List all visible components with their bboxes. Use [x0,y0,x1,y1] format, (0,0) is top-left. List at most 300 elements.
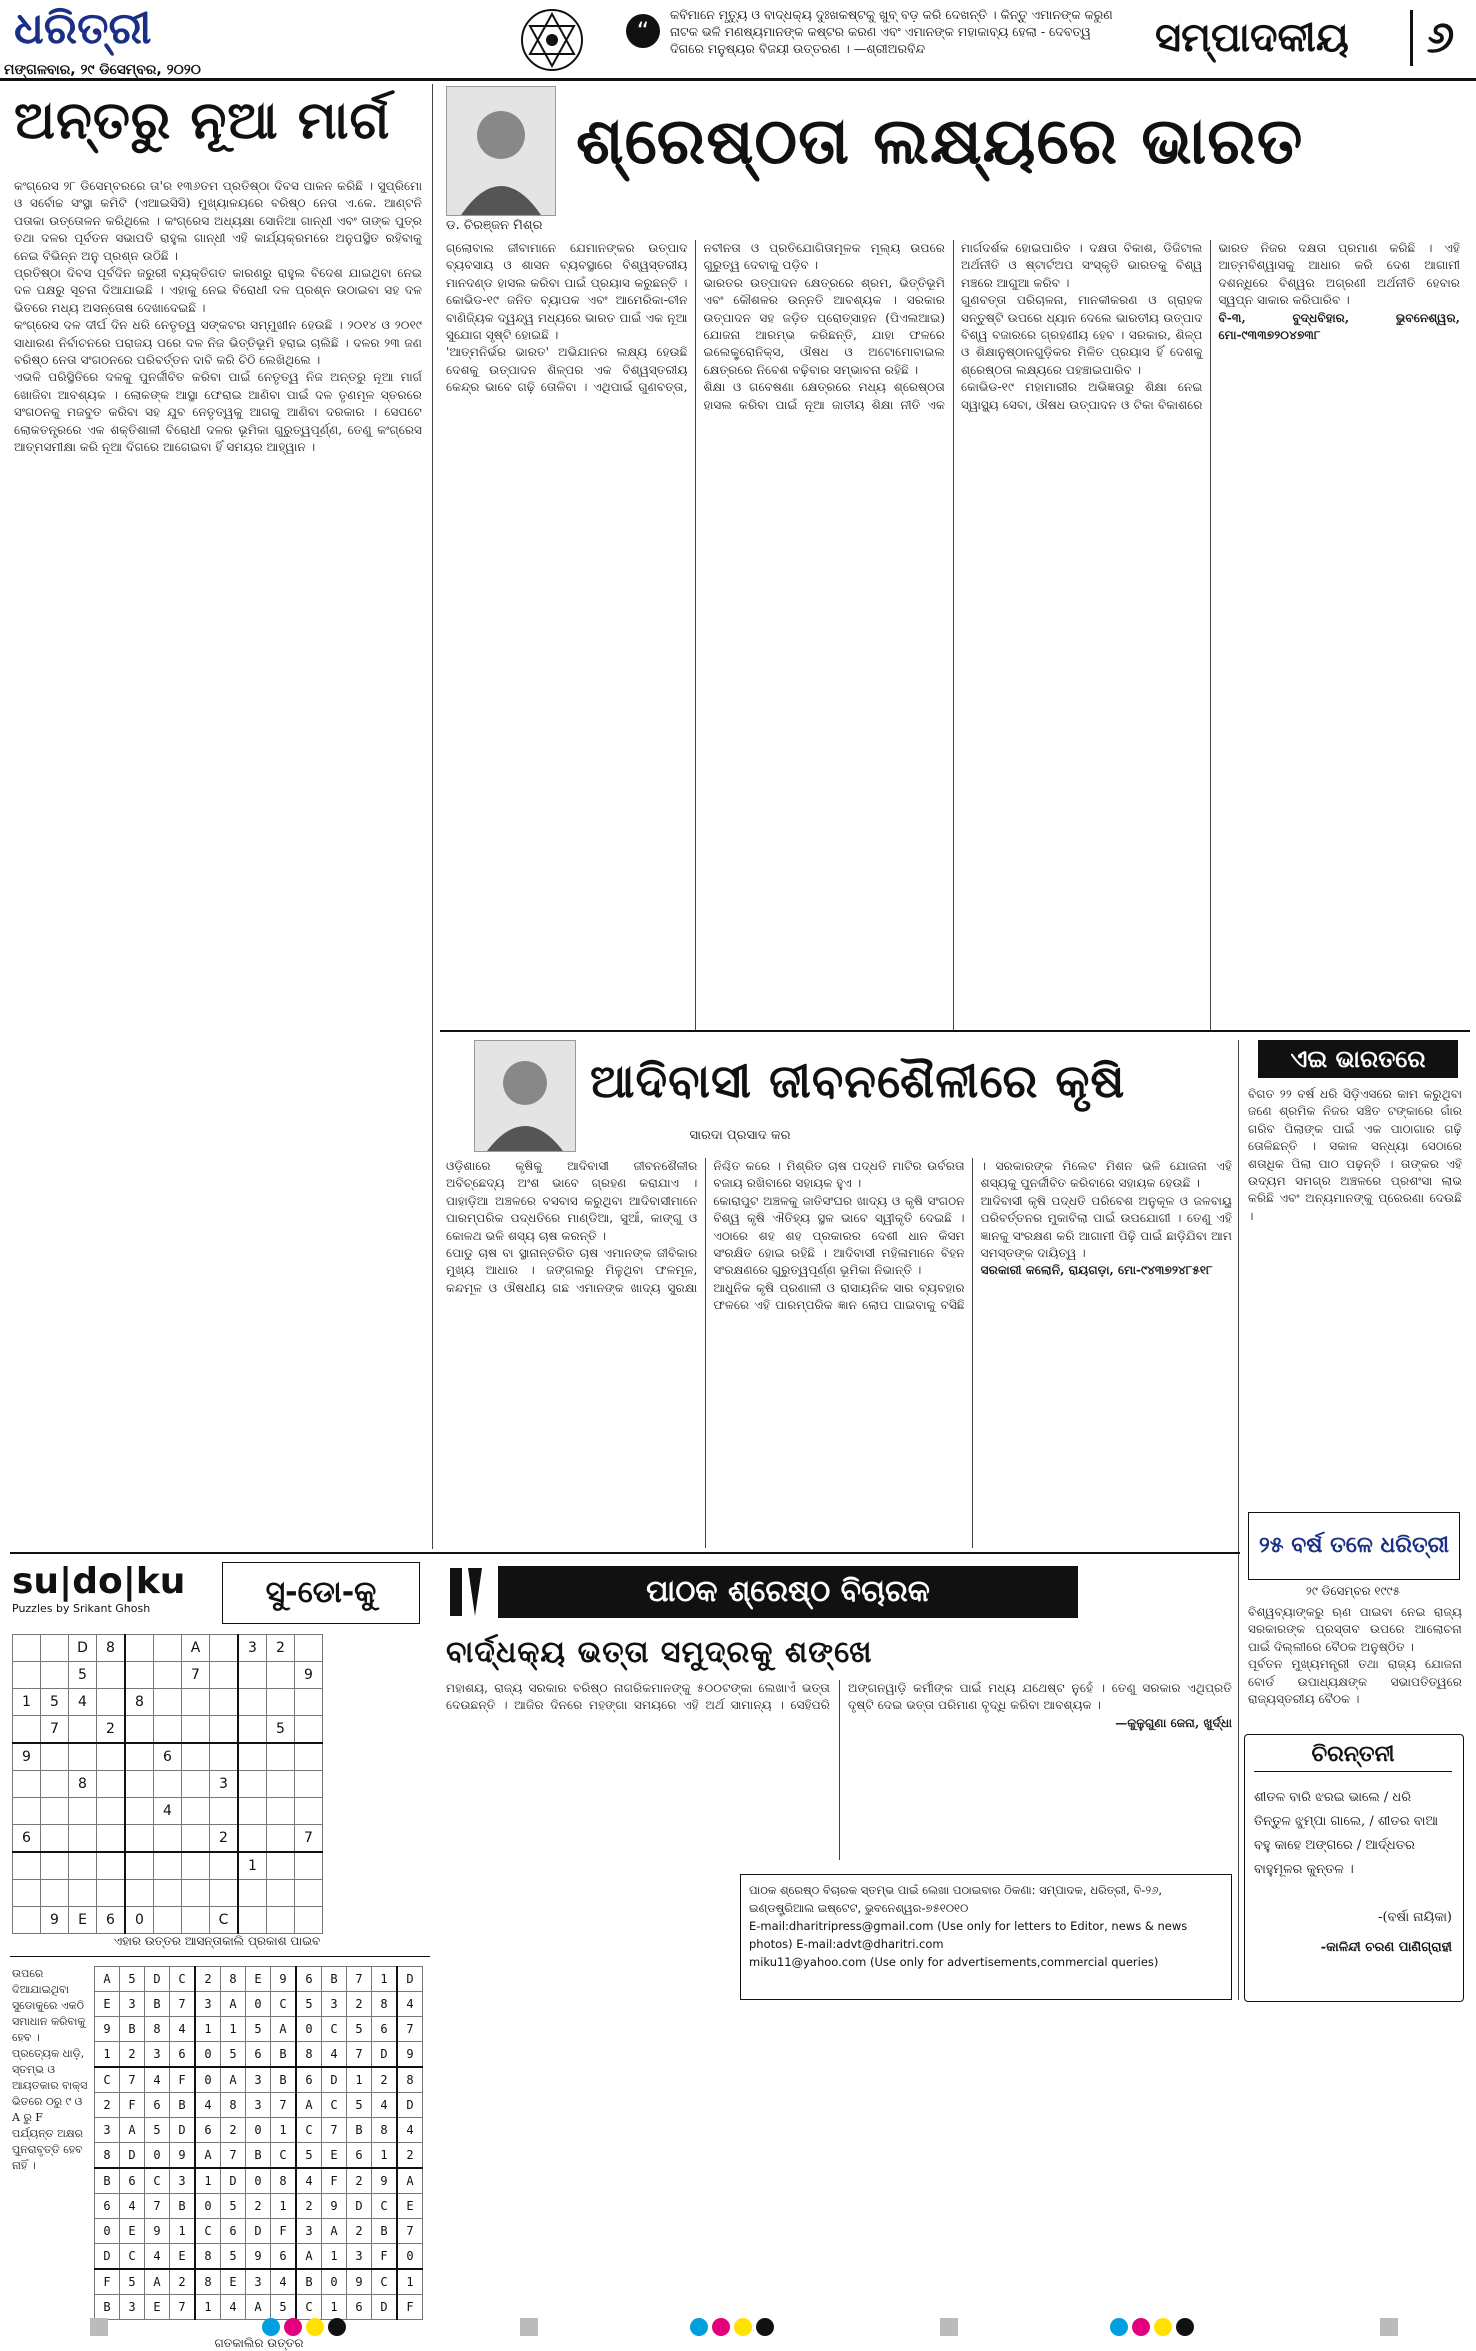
solution-cell: 1 [271,2194,297,2219]
sudoku-cell[interactable] [238,1662,267,1689]
sudoku-cell[interactable] [267,1825,295,1853]
sudoku-cell[interactable]: 6 [154,1743,182,1771]
dharitri-25-title: ୨୫ ବର୍ଷ ତଳେ ଧରିତ୍ରୀ [1248,1512,1460,1580]
sudoku-cell[interactable] [295,1852,323,1880]
main-paragraph: ଗୁଣବତ୍ତା ପରିଚାଳନା, ମାନକୀକରଣ ଓ ଗ୍ରାହକ ସନ୍ତୁଷ୍ଟି ଉପରେ ଧ୍ୟାନ ଦେଲେ ଭାରତୀୟ ଉତ୍ପାଦ ବିଶ୍ୱ ବଜାରରେ ଗ୍ରହଣୀୟ ହେବ । ସରକାର, ଶିଳ୍ପ ଓ ଶିକ୍ଷାନୁଷ୍ଠାନଗୁଡ଼ିକର ମିଳିତ ପ୍ରୟାସ ହିଁ ଦେଶକୁ ଶ୍ରେଷ୍ଠତା ଲକ୍ଷ୍ୟରେ ପହଞ୍ଚାଇପାରିବ । [961,293,1203,377]
sudoku-cell[interactable] [41,1635,69,1662]
solution-cell: 9 [246,2244,271,2270]
sudoku-cell[interactable] [97,1852,126,1880]
sudoku-cell[interactable]: D [69,1635,97,1662]
solution-cell: B [246,2143,271,2169]
sudoku-cell[interactable] [97,1880,126,1907]
sudoku-solution-grid [94,1966,423,2320]
dharitri-25-items [1248,1604,1462,1728]
sudoku-cell[interactable]: 4 [154,1798,182,1825]
solution-cell: 1 [347,2067,372,2093]
sudoku-cell[interactable] [41,1662,69,1689]
sudoku-cell[interactable] [125,1798,154,1825]
solution-cell: E [246,1967,271,1992]
sudoku-cell[interactable] [125,1716,154,1744]
sudoku-cell[interactable] [69,1798,97,1825]
sudoku-cell[interactable]: 0 [125,1907,154,1934]
solution-cell: 4 [372,2093,398,2118]
sudoku-cell[interactable]: 8 [97,1635,126,1662]
solution-cell: 2 [397,2143,423,2169]
solution-cell: 2 [195,1967,221,1992]
solution-cell: 6 [347,2295,372,2320]
registration-mark [1154,2318,1172,2336]
solution-cell: 2 [120,2042,145,2068]
main-author: ଡ. ଚିରଞ୍ଜନ ମିଶ୍ର [446,218,543,233]
registration-mark [284,2318,302,2336]
sudoku-cell[interactable] [295,1880,323,1907]
solution-cell: D [246,2219,271,2244]
solution-cell: E [397,2194,423,2219]
sudoku-cell[interactable]: 9 [13,1743,41,1771]
sudoku-cell[interactable] [238,1743,267,1771]
solution-cell: 2 [221,2118,246,2143]
sudoku-cell[interactable] [295,1689,323,1716]
sudoku-cell[interactable] [154,1907,182,1934]
solution-cell: 1 [322,2244,347,2270]
column-divider [1238,1040,1239,2000]
solution-cell: B [296,2269,322,2295]
sudoku-cell[interactable] [69,1852,97,1880]
author-photo-chiranjan [446,86,556,216]
solution-cell: A [145,2269,170,2295]
sudoku-cell[interactable] [41,1852,69,1880]
solution-cell: D [372,2042,398,2068]
sudoku-cell[interactable] [97,1743,126,1771]
registration-mark [1176,2318,1194,2336]
solution-cell: 6 [145,2093,170,2118]
registration-mark [1110,2318,1128,2336]
solution-cell: 6 [296,1967,322,1992]
sudoku-cell[interactable]: 1 [238,1852,267,1880]
solution-cell: C [322,2093,347,2118]
solution-cell: 3 [246,2067,271,2093]
sudoku-cell[interactable] [13,1798,41,1825]
sudoku-row [13,1907,323,1934]
sudoku-cell[interactable]: 3 [238,1635,267,1662]
solution-cell: C [296,2295,322,2320]
sudoku-cell[interactable] [267,1907,295,1934]
pen-icon [446,1564,486,1620]
sudoku-cell[interactable]: 8 [125,1689,154,1716]
sudoku-cell[interactable] [154,1825,182,1853]
main-paragraph: ଶିକ୍ଷା ଓ ଗବେଷଣା କ୍ଷେତ୍ରରେ ମଧ୍ୟ ଶ୍ରେଷ୍ଠତା ହାସଲ କରିବା ପାଇଁ ନୂଆ ଜାତୀୟ ଶିକ୍ଷା ନୀତି ଏକ ମାର୍ଗଦର୍ଶକ ହୋଇପାରିବ । ଦକ୍ଷତା ବିକାଶ, ଡିଜିଟାଲ ଅର୍ଥନୀତି ଓ ଷ୍ଟାର୍ଟଅପ ସଂସ୍କୃତି ଭାରତକୁ ବିଶ୍ୱ ମଞ୍ଚରେ ଆଗୁଆ କରିବ । [703,241,1203,412]
sudoku-cell[interactable] [154,1662,182,1689]
solution-cell: 4 [271,2269,297,2295]
solution-cell: 4 [322,2042,347,2068]
solution-cell: D [397,1967,423,1992]
section-divider [10,1552,1240,1554]
solution-cell: 1 [170,2219,196,2244]
solution-cell: A [246,2295,271,2320]
solution-cell: 0 [145,2143,170,2169]
sudoku-cell[interactable] [154,1635,182,1662]
sudoku-cell[interactable]: 2 [267,1635,295,1662]
solution-cell: D [372,2295,398,2320]
sudoku-cell[interactable] [182,1852,210,1880]
solution-row [95,2269,423,2295]
registration-mark [734,2318,752,2336]
solution-cell: 1 [372,2143,398,2169]
editorial-paragraph: ପ୍ରତିଷ୍ଠା ଦିବସ ପୂର୍ବଦିନ ଜରୁରୀ ବ୍ୟକ୍ତିଗତ କାରଣରୁ ରାହୁଲ ବିଦେଶ ଯାଇଥିବା ନେଇ ଦଳ ପକ୍ଷରୁ ସୂଚନା ଦିଆଯାଇଛି । ଏହାକୁ ନେଇ ବିରୋଧୀ ଦଳ ପ୍ରଶ୍ନ ଉଠାଇବା ସହ ଦଳ ଭିତରେ ମଧ୍ୟ ଅସନ୍ତୋଷ ଦେଖାଦେଇଛି । [14,266,422,315]
sudoku-row [13,1689,323,1716]
solution-cell: 4 [397,1992,423,2017]
sudoku-cell[interactable]: 2 [210,1825,239,1853]
sudoku-cell[interactable]: 7 [41,1716,69,1744]
sudoku-cell[interactable] [210,1716,239,1744]
solution-cell: D [95,2244,120,2270]
main-article-body [446,240,1460,1030]
sudoku-row [13,1852,323,1880]
solution-cell: 1 [95,2042,120,2068]
registration-mark [520,2318,538,2336]
tribal-paragraph: ଆଦିବାସୀ କୃଷି ପଦ୍ଧତି ପରିବେଶ ଅନୁକୂଳ ଓ ଜଳବାୟୁ ପରିବର୍ତ୍ତନର ମୁକାବିଲା ପାଇଁ ଉପଯୋଗୀ । ତେଣୁ ଏହି ଜ୍ଞାନକୁ ସଂରକ୍ଷଣ କରି ଆଗାମୀ ପିଢ଼ି ପାଇଁ ଛାଡ଼ିଯିବା ଆମ ସମସ୍ତଙ୍କ ଦାୟିତ୍ୱ । [980,1193,1232,1261]
solution-cell: D [397,2093,423,2118]
solution-cell: 3 [145,2042,170,2068]
sudoku-cell[interactable] [267,1771,295,1798]
sudoku-cell[interactable] [182,1825,210,1853]
sudoku-cell[interactable] [154,1716,182,1744]
solution-cell: E [322,2143,347,2169]
editorial-paragraph: କଂଗ୍ରେସ ୨୮ ଡିସେମ୍ବରରେ ତା'ର ୧୩୬ତମ ପ୍ରତିଷ୍ଠା ଦିବସ ପାଳନ କରିଛି । ସୁପ୍ରିମୋ ଓ ସର୍ବୋଚ୍ଚ ସଂସ୍ଥା କମିଟି (ଏଆଇସିସି) ମୁଖ୍ୟାଳୟରେ ବରିଷ୍ଠ ନେତା ଏ.କେ. ଆଣ୍ଟନି ପତାକା ଉତ୍ତୋଳନ କରିଥିଲେ । କଂଗ୍ରେସ ଅଧ୍ୟକ୍ଷା ସୋନିଆ ଗାନ୍ଧୀ ଏବଂ ତାଙ୍କ ପୁତ୍ର ତଥା ଦଳର ପୂର୍ବତନ ସଭାପତି ରାହୁଲ ଗାନ୍ଧୀ ଏହି କାର୍ଯ୍ୟକ୍ରମରେ ଅନୁପସ୍ଥିତ ରହିବାକୁ ନେଇ ବିଭିନ୍ନ ଅନୁ ପ୍ରଶ୍ନ ଉଠିଛି । [14,179,422,263]
sudoku-cell[interactable] [125,1635,154,1662]
registration-mark [940,2318,958,2336]
sudoku-cell[interactable] [267,1689,295,1716]
sudoku-row [13,1743,323,1771]
sudoku-cell[interactable]: 9 [295,1662,323,1689]
solution-cell: 9 [372,2168,398,2194]
solution-cell: 0 [195,2042,221,2068]
sudoku-cell[interactable] [125,1662,154,1689]
sudoku-grid[interactable] [12,1634,323,1934]
solution-cell: F [322,2168,347,2194]
sudoku-cell[interactable]: A [182,1635,210,1662]
solution-cell: 7 [271,2093,297,2118]
star-emblem-icon [520,8,584,72]
sudoku-cell[interactable] [295,1798,323,1825]
sudoku-cell[interactable] [182,1689,210,1716]
solution-cell: 4 [145,2067,170,2093]
author-photo-sarada [474,1040,576,1152]
solution-cell: B [322,1967,347,1992]
solution-cell: 2 [347,2219,372,2244]
sudoku-cell[interactable] [210,1798,239,1825]
solution-cell: 5 [271,2295,297,2320]
solution-cell: 8 [372,2118,398,2143]
letter-signature: —କୁଳୁଗୁଣା ଜେନା, ଖୁର୍ଦ୍ଧା [1115,1715,1232,1730]
sudoku-cell[interactable]: 6 [97,1907,126,1934]
solution-cell: 7 [347,1967,372,1992]
sudoku-cell[interactable] [97,1798,126,1825]
solution-cell: D [221,2168,246,2194]
solution-row [95,2017,423,2042]
solution-cell: 8 [221,2093,246,2118]
sudoku-cell[interactable] [267,1880,295,1907]
sudoku-cell[interactable] [295,1771,323,1798]
sudoku-cell[interactable] [295,1635,323,1662]
sudoku-cell[interactable] [238,1689,267,1716]
solution-cell: 0 [195,2067,221,2093]
sudoku-cell[interactable] [295,1743,323,1771]
solution-cell: 9 [271,1967,297,1992]
solution-cell: C [372,2194,398,2219]
sudoku-cell[interactable] [238,1798,267,1825]
sudoku-cell[interactable]: 7 [182,1662,210,1689]
sudoku-cell[interactable] [210,1880,239,1907]
solution-cell: 0 [95,2219,120,2244]
solution-cell: 4 [195,2093,221,2118]
solution-cell: 7 [221,2143,246,2169]
sudoku-cell[interactable] [13,1907,41,1934]
solution-cell: 6 [95,2194,120,2219]
sudoku-cell[interactable] [13,1716,41,1744]
sudoku-cell[interactable] [97,1662,126,1689]
solution-cell: B [145,1992,170,2017]
solution-cell: 7 [170,1992,196,2017]
sudoku-cell[interactable] [154,1771,182,1798]
solution-cell: 0 [322,2269,347,2295]
sudoku-cell[interactable] [13,1771,41,1798]
sudoku-title: ସୁ-ଡୋ-କୁ [222,1562,420,1624]
solution-cell: 6 [372,2017,398,2042]
sudoku-cell[interactable] [267,1743,295,1771]
sudoku-cell[interactable] [69,1880,97,1907]
solution-row [95,2168,423,2194]
sudoku-row [13,1771,323,1798]
sudoku-cell[interactable] [125,1743,154,1771]
sudoku-cell[interactable]: 8 [69,1771,97,1798]
sudoku-cell[interactable] [154,1852,182,1880]
registration-mark [1380,2318,1398,2336]
sudoku-cell[interactable] [41,1825,69,1853]
sudoku-cell[interactable] [210,1689,239,1716]
sudoku-cell[interactable]: 2 [97,1716,126,1744]
solution-cell: 4 [120,2194,145,2219]
sudoku-cell[interactable] [69,1825,97,1853]
solution-cell: A [296,2093,322,2118]
sudoku-cell[interactable]: 6 [13,1825,41,1853]
solution-cell: C [120,2244,145,2270]
sudoku-cell[interactable] [41,1743,69,1771]
sudoku-cell[interactable] [182,1798,210,1825]
editorial-body [14,178,422,1548]
solution-cell: 7 [145,2194,170,2219]
solution-cell: 9 [145,2219,170,2244]
solution-cell: 1 [221,2017,246,2042]
sudoku-row [13,1635,323,1662]
solution-cell: 0 [246,2118,271,2143]
solution-cell: A [120,2118,145,2143]
sudoku-cell[interactable] [125,1825,154,1853]
sudoku-cell[interactable] [13,1852,41,1880]
solution-cell: C [170,1967,196,1992]
sudoku-cell[interactable] [182,1880,210,1907]
solution-cell: 3 [246,2269,271,2295]
chirantani-title: ଚିରନ୍ତନୀ [1254,1742,1452,1772]
solution-cell: D [120,2143,145,2169]
chirantani-verse-author: -(ବର୍ଷା ନାୟିକା) [1378,1910,1452,1925]
solution-cell: 9 [170,2143,196,2169]
solution-cell: 7 [322,2118,347,2143]
sudoku-cell[interactable] [97,1689,126,1716]
registration-mark [306,2318,324,2336]
sudoku-cell[interactable]: 4 [69,1689,97,1716]
sudoku-cell[interactable]: 9 [41,1907,69,1934]
sudoku-cell[interactable] [210,1662,239,1689]
sudoku-cell[interactable]: 7 [295,1825,323,1853]
registration-mark [756,2318,774,2336]
solution-row [95,2143,423,2169]
sudoku-byline: Puzzles by Srikant Ghosh [12,1602,151,1615]
solution-cell: E [120,2219,145,2244]
tribal-author: ସାରଦା ପ୍ରସାଦ କର [689,1128,791,1143]
solution-cell: 7 [120,2067,145,2093]
sudoku-cell[interactable] [13,1635,41,1662]
tribal-paragraph: ଓଡ଼ିଶାରେ କୃଷିକୁ ଆଦିବାସୀ ଜୀବନଶୈଳୀର ଅବିଚ୍ଛେଦ୍ୟ ଅଂଶ ଭାବେ ଗ୍ରହଣ କରାଯାଏ । ପାହାଡ଼ିଆ ଅଞ୍ଚଳରେ ବସବାସ କରୁଥିବା ଆଦିବାସୀମାନେ ପାରମ୍ପରିକ ପଦ୍ଧତିରେ ମାଣ୍ଡିଆ, ସୁଆଁ, କାଙ୍ଗୁ ଓ କୋଳଥ ଭଳି ଶସ୍ୟ ଚାଷ କରନ୍ତି । [446,1159,698,1243]
tribal-paragraph: ପୋଡୁ ଚାଷ ବା ସ୍ଥାନାନ୍ତରିତ ଚାଷ ଏମାନଙ୍କ ଜୀବିକାର ମୁଖ୍ୟ ଆଧାର । ଜଙ୍ଗଲରୁ ମିଳୁଥିବା ଫଳମୂଳ, କନ୍ଦମୂଳ ଓ ଔଷଧୀୟ ଗଛ ଏମାନଙ୍କ ଖାଦ୍ୟ ସୁରକ୍ଷା ନିଶ୍ଚିତ କରେ । ମିଶ୍ରିତ ଚାଷ ପଦ୍ଧତି ମାଟିର ଉର୍ବରତା ବଜାୟ ରଖିବାରେ ସହାୟକ ହୁଏ । [446,1159,965,1295]
sudoku-cell[interactable] [125,1880,154,1907]
solution-cell: 9 [95,2017,120,2042]
logo-text: ଧରିତ୍ରୀ [14,3,152,54]
pathaka-email-letters[interactable]: E-mail:dharitripress@gmail.com (Use only for letters to Editor, news & news photos) E-mail:advt@dharitri.com [749,1919,1188,1951]
sudoku-cell[interactable]: C [210,1907,239,1934]
pathaka-footer-box [740,1874,1232,2000]
solution-cell: B [347,2118,372,2143]
sudoku-cell[interactable] [97,1825,126,1853]
solution-cell: F [95,2269,120,2295]
sudoku-cell[interactable] [238,1825,267,1853]
sudoku-cell[interactable] [41,1798,69,1825]
sudoku-cell[interactable] [210,1743,239,1771]
sudoku-cell[interactable] [238,1907,267,1934]
solution-cell: 8 [271,2168,297,2194]
solution-cell: 3 [170,2168,196,2194]
sudoku-cell[interactable] [295,1907,323,1934]
solution-cell: 2 [296,2194,322,2219]
sudoku-cell[interactable] [182,1771,210,1798]
sudoku-row [13,1662,323,1689]
solution-row [95,2042,423,2068]
sudoku-cell[interactable] [238,1771,267,1798]
sudoku-cell[interactable] [97,1771,126,1798]
chirantani-poet: -କାଳିନ୍ଦୀ ଚରଣ ପାଣିଗ୍ରାହୀ [1320,1940,1452,1955]
solution-cell: A [221,1992,246,2017]
sudoku-cell[interactable] [295,1716,323,1744]
solution-row [95,2118,423,2143]
solution-cell: 3 [120,1992,145,2017]
dharitri-25-item: ପୂର୍ବତନ ମୁଖ୍ୟମନ୍ତ୍ରୀ ତଥା ରାଜ୍ୟ ଯୋଜନା ବୋର୍ଡ ଉପାଧ୍ୟକ୍ଷଙ୍କ ସଭାପତିତ୍ୱରେ ରାଜ୍ୟସ୍ତରୀୟ ବୈଠକ । [1248,1657,1462,1707]
solution-cell: B [170,2194,196,2219]
sudoku-side-note: ଉପରେ ଦିଆଯାଇଥିବା ସୁଡୋକୁରେ ଏକଠି ସମାଧାନ କରିବାକୁ ହେବ । ପ୍ରତ୍ୟେକ ଧାଡ଼ି, ସ୍ତମ୍ଭ ଓ ଆୟତକାର ବାକ୍ସ ଭିତରେ ୦ରୁ ୯ ଓ A ରୁ F ପର୍ଯ୍ୟନ୍ତ ଅକ୍ଷର ପୁନରାବୃତ୍ତି ହେବ ନାହିଁ । [12,1967,88,2172]
sudoku-logo-text: su|do|ku [12,1561,186,1602]
solution-cell: 8 [372,1992,398,2017]
sudoku-cell[interactable]: 1 [13,1689,41,1716]
solution-cell: 5 [246,2017,271,2042]
solution-cell: 1 [372,1967,398,1992]
main-paragraph: ଭାରତର ଉତ୍ପାଦନ କ୍ଷେତ୍ରରେ ଶ୍ରମ, ଭିତ୍ତିଭୂମି ଏବଂ କୌଶଳର ଉନ୍ନତି ଆବଶ୍ୟକ । ସରକାର ଉତ୍ପାଦନ ସହ ଜଡ଼ିତ ପ୍ରୋତ୍ସାହନ (ପିଏଲଆଇ) ଯୋଜନା ଆରମ୍ଭ କରିଛନ୍ତି, ଯାହା ଫଳରେ ଇଲେକ୍ଟ୍ରୋନିକ୍ସ, ଔଷଧ ଓ ଅଟୋମୋବାଇଲ କ୍ଷେତ୍ରରେ ନିବେଶ ବଢ଼ିବାର ସମ୍ଭାବନା ରହିଛି । [703,275,945,377]
sudoku-cell[interactable] [267,1798,295,1825]
sudoku-cell[interactable] [125,1771,154,1798]
pathaka-email-advt[interactable]: miku11@yahoo.com (Use only for advertisements,commercial queries) [749,1955,1159,1969]
section-divider [440,1030,1470,1032]
solution-cell: F [120,2093,145,2118]
solution-cell: 9 [397,2042,423,2068]
solution-cell: F [271,2219,297,2244]
sudoku-cell[interactable] [13,1880,41,1907]
solution-cell: 7 [347,2042,372,2068]
sudoku-cell[interactable] [69,1743,97,1771]
solution-cell: 2 [170,2269,196,2295]
solution-cell: 8 [95,2143,120,2169]
sudoku-cell[interactable] [154,1689,182,1716]
tribal-paragraph: କୋରାପୁଟ ଅଞ୍ଚଳକୁ ଜାତିସଂଘର ଖାଦ୍ୟ ଓ କୃଷି ସଂଗଠନ ବିଶ୍ୱ କୃଷି ଐତିହ୍ୟ ସ୍ଥଳ ଭାବେ ସ୍ୱୀକୃତି ଦେଇଛି । ଏଠାରେ ଶହ ଶହ ପ୍ରକାରର ଦେଶୀ ଧାନ କିସମ ସଂରକ୍ଷିତ ହୋଇ ରହିଛି । ଆଦିବାସୀ ମହିଳାମାନେ ବିହନ ସଂରକ୍ଷଣରେ ଗୁରୁତ୍ୱପୂର୍ଣ୍ଣ ଭୂମିକା ନିଭାନ୍ତି । [713,1193,965,1278]
solution-row [95,2093,423,2118]
solution-cell: A [195,2143,221,2169]
solution-cell: 6 [120,2168,145,2194]
solution-cell: 3 [120,2295,145,2320]
sudoku-cell[interactable] [210,1852,239,1880]
sudoku-row [13,1716,323,1744]
solution-cell: 6 [170,2042,196,2068]
sudoku-cell[interactable]: 5 [41,1689,69,1716]
solution-cell: 7 [397,2017,423,2042]
tribal-article-body [446,1158,1232,1548]
dharitri-25-date: ୨୯ ଡିସେମ୍ବର ୧୯୯୫ [1305,1584,1401,1598]
sudoku-cell[interactable] [41,1771,69,1798]
sudoku-cell[interactable] [182,1907,210,1934]
sudoku-cell[interactable] [267,1662,295,1689]
sudoku-cell[interactable] [69,1716,97,1744]
solution-cell: C [145,2168,170,2194]
registration-mark [1132,2318,1150,2336]
registration-mark [328,2318,346,2336]
sudoku-cell[interactable] [154,1880,182,1907]
sudoku-cell[interactable]: 5 [267,1716,295,1744]
solution-cell: B [170,2093,196,2118]
sudoku-cell[interactable] [13,1662,41,1689]
sudoku-cell[interactable]: 5 [69,1662,97,1689]
solution-cell: D [322,2067,347,2093]
chirantani-verse: ଶୀତଳ ବାରି ଝରଇ ଭାଲେ / ଧରି ତିନ୍ତୁଳ ଝୁମ୍ପା ଗାଲେ, / ଶୀତର ବାଆ ବହୁ କାହେ ଅଙ୍ଗରେ / ଆର୍ଦ୍ଧତର ବାହୁମୂଳର କୁନ୍ତଳ । [1254,1790,1439,1877]
solution-cell: A [296,2244,322,2270]
solution-cell: 4 [145,2244,170,2270]
sudoku-cell[interactable] [125,1852,154,1880]
solution-cell: 1 [271,2118,297,2143]
solution-cell: 1 [322,2295,347,2320]
sudoku-cell[interactable] [182,1743,210,1771]
solution-cell: 3 [246,2093,271,2118]
sudoku-cell[interactable] [41,1880,69,1907]
sudoku-cell[interactable]: 3 [210,1771,239,1798]
solution-cell: 5 [221,2244,246,2270]
solution-cell: F [170,2067,196,2093]
sudoku-cell[interactable] [210,1635,239,1662]
sudoku-cell[interactable] [182,1716,210,1744]
sudoku-cell[interactable]: E [69,1907,97,1934]
sudoku-cell[interactable] [238,1880,267,1907]
solution-cell: E [170,2244,196,2270]
solution-cell: 2 [372,2067,398,2093]
solution-cell: 6 [221,2219,246,2244]
sudoku-cell[interactable] [238,1716,267,1744]
sudoku-cell[interactable] [267,1852,295,1880]
solution-row [95,2219,423,2244]
solution-cell: 3 [95,2118,120,2143]
